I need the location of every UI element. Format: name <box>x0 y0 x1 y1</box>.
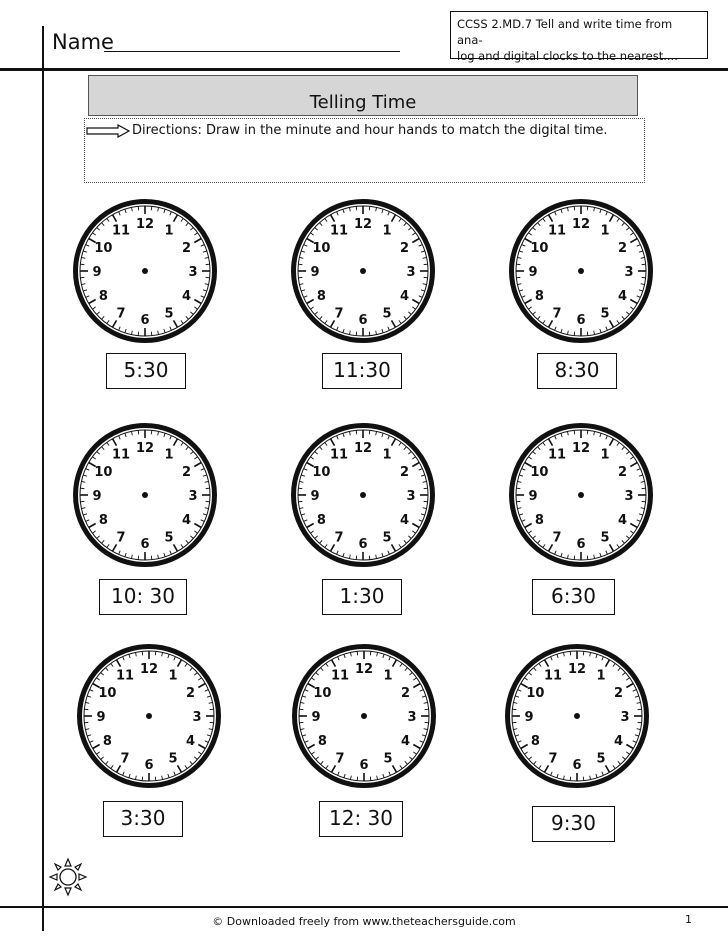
clock-numeral: 7 <box>548 751 558 767</box>
clock-numeral: 4 <box>618 289 628 304</box>
clock-numeral: 2 <box>618 241 628 256</box>
clock-numeral: 10 <box>98 686 117 701</box>
clock-numeral: 11 <box>329 447 349 463</box>
clock-numeral: 8 <box>534 513 544 528</box>
clock-numeral: 6 <box>572 758 582 773</box>
clock-face <box>71 197 219 345</box>
clock-center-dot <box>574 713 580 719</box>
clock-numeral: 6 <box>358 313 368 328</box>
clock-center-dot <box>142 492 148 498</box>
name-write-line <box>104 51 400 52</box>
digital-time-box: 6:30 <box>532 579 615 615</box>
clock-numeral: 9 <box>311 710 321 725</box>
digital-time-box: 8:30 <box>537 353 617 389</box>
clock-numeral: 9 <box>310 489 320 504</box>
clock-numeral: 6 <box>359 758 369 773</box>
clock-numeral: 2 <box>400 465 410 480</box>
clock-numeral: 6 <box>140 537 150 552</box>
clock-numeral: 9 <box>310 265 320 280</box>
header-rule <box>0 68 728 71</box>
clock-numeral: 12 <box>135 441 155 456</box>
clock-numeral: 1 <box>596 668 606 684</box>
clock-numeral: 8 <box>102 734 112 749</box>
clock-numeral: 9 <box>524 710 534 725</box>
clock-numeral: 1 <box>600 223 610 239</box>
clock-numeral: 7 <box>335 751 345 767</box>
clock-numeral: 12 <box>571 441 591 456</box>
clock-numeral: 6 <box>358 537 368 552</box>
worksheet-title-text: Telling Time <box>309 92 417 113</box>
name-label: Name <box>52 30 114 54</box>
clock-center-dot <box>361 713 367 719</box>
clock-numeral: 11 <box>547 223 567 239</box>
arrow-icon <box>86 124 130 138</box>
page-number: 1 <box>685 913 692 926</box>
clock-center-dot <box>578 268 584 274</box>
clock-numeral: 4 <box>400 513 410 528</box>
clock-numeral: 12 <box>567 662 587 677</box>
clock-numeral: 7 <box>552 306 562 322</box>
clock-numeral: 7 <box>334 306 344 322</box>
clock-numeral: 8 <box>98 289 108 304</box>
footer-rule <box>0 906 728 908</box>
clock-center-dot <box>360 268 366 274</box>
clock-numeral: 5 <box>596 751 606 767</box>
clock-face <box>290 642 438 790</box>
clock-numeral: 2 <box>618 465 628 480</box>
clock-numeral: 4 <box>618 513 628 528</box>
clock-numeral: 7 <box>116 530 126 546</box>
clock-numeral: 2 <box>182 241 192 256</box>
digital-time-box: 10: 30 <box>99 579 187 615</box>
clock-numeral: 10 <box>312 465 331 480</box>
clock-numeral: 7 <box>120 751 130 767</box>
clock-numeral: 5 <box>382 306 392 322</box>
clock-numeral: 12 <box>135 217 155 232</box>
clock-numeral: 10 <box>530 241 549 256</box>
clock-numeral: 8 <box>534 289 544 304</box>
clock-numeral: 3 <box>188 489 198 504</box>
clock-numeral: 11 <box>330 668 350 684</box>
clock-face <box>71 421 219 569</box>
clock-numeral: 1 <box>164 223 174 239</box>
clock-numeral: 9 <box>92 265 102 280</box>
digital-time-box: 1:30 <box>322 579 402 615</box>
clock-numeral: 12 <box>353 441 373 456</box>
sun-icon <box>48 857 88 897</box>
clock-numeral: 1 <box>382 447 392 463</box>
clock-numeral: 4 <box>182 513 192 528</box>
digital-time-box: 3:30 <box>103 801 183 837</box>
clock-face <box>289 421 437 569</box>
directions-text: Directions: Draw in the minute and hour hands to match the digital time. <box>132 123 608 138</box>
clock-numeral: 9 <box>96 710 106 725</box>
clock-numeral: 7 <box>552 530 562 546</box>
clock-numeral: 11 <box>111 447 131 463</box>
clock-numeral: 1 <box>600 447 610 463</box>
clock-numeral: 8 <box>316 513 326 528</box>
clock-numeral: 8 <box>98 513 108 528</box>
clock-numeral: 10 <box>312 241 331 256</box>
clock-numeral: 1 <box>168 668 178 684</box>
clock-numeral: 3 <box>406 265 416 280</box>
clock-numeral: 8 <box>530 734 540 749</box>
clock-numeral: 6 <box>576 537 586 552</box>
clock-numeral: 6 <box>576 313 586 328</box>
clock-numeral: 11 <box>543 668 563 684</box>
clock-numeral: 11 <box>115 668 135 684</box>
clock-face <box>289 197 437 345</box>
clock-numeral: 9 <box>528 265 538 280</box>
clock-numeral: 7 <box>116 306 126 322</box>
clock-numeral: 5 <box>382 530 392 546</box>
left-margin-rule <box>42 26 44 931</box>
clock-numeral: 4 <box>186 734 196 749</box>
clock-numeral: 5 <box>600 306 610 322</box>
clock-face <box>75 642 223 790</box>
clock-numeral: 11 <box>329 223 349 239</box>
clock-numeral: 5 <box>168 751 178 767</box>
clock-numeral: 6 <box>144 758 154 773</box>
digital-time-box: 9:30 <box>532 806 615 842</box>
clock-numeral: 10 <box>526 686 545 701</box>
clock-numeral: 1 <box>164 447 174 463</box>
clock-center-dot <box>578 492 584 498</box>
clock-numeral: 3 <box>624 489 634 504</box>
clock-numeral: 4 <box>401 734 411 749</box>
clock-numeral: 3 <box>407 710 417 725</box>
clock-numeral: 1 <box>383 668 393 684</box>
clock-numeral: 4 <box>614 734 624 749</box>
digital-time-box: 12: 30 <box>319 801 403 837</box>
clock-numeral: 7 <box>334 530 344 546</box>
clock-numeral: 8 <box>317 734 327 749</box>
clock-numeral: 12 <box>354 662 374 677</box>
clock-numeral: 4 <box>400 289 410 304</box>
clock-numeral: 12 <box>139 662 159 677</box>
clock-numeral: 3 <box>192 710 202 725</box>
clock-numeral: 1 <box>382 223 392 239</box>
clock-numeral: 5 <box>164 306 174 322</box>
clock-numeral: 2 <box>401 686 411 701</box>
clock-numeral: 10 <box>530 465 549 480</box>
clock-numeral: 2 <box>182 465 192 480</box>
standard-text-line-1: CCSS 2.MD.7 Tell and write time from ana- <box>457 17 673 47</box>
clock-numeral: 10 <box>313 686 332 701</box>
clock-face <box>507 197 655 345</box>
clock-numeral: 11 <box>111 223 131 239</box>
clock-numeral: 8 <box>316 289 326 304</box>
clock-numeral: 12 <box>571 217 591 232</box>
clock-numeral: 10 <box>94 465 113 480</box>
clock-numeral: 9 <box>528 489 538 504</box>
digital-time-box: 11:30 <box>322 353 402 389</box>
worksheet-title <box>88 75 638 116</box>
clock-center-dot <box>360 492 366 498</box>
clock-center-dot <box>146 713 152 719</box>
clock-numeral: 2 <box>614 686 624 701</box>
clock-face <box>503 642 651 790</box>
clock-numeral: 3 <box>620 710 630 725</box>
clock-numeral: 3 <box>624 265 634 280</box>
clock-center-dot <box>142 268 148 274</box>
clock-numeral: 9 <box>92 489 102 504</box>
standard-box <box>450 11 708 63</box>
footer-credit: © Downloaded freely from www.theteachersguide.com <box>212 915 516 928</box>
clock-face <box>507 421 655 569</box>
standard-text-line-2: log and digital clocks to the nearest.... <box>457 49 678 63</box>
digital-time-box: 5:30 <box>106 353 186 389</box>
clock-numeral: 5 <box>164 530 174 546</box>
clock-numeral: 5 <box>600 530 610 546</box>
clock-numeral: 3 <box>406 489 416 504</box>
clock-numeral: 2 <box>400 241 410 256</box>
clock-numeral: 5 <box>383 751 393 767</box>
clock-numeral: 3 <box>188 265 198 280</box>
clock-numeral: 10 <box>94 241 113 256</box>
clock-numeral: 4 <box>182 289 192 304</box>
clock-numeral: 6 <box>140 313 150 328</box>
clock-numeral: 11 <box>547 447 567 463</box>
clock-numeral: 12 <box>353 217 373 232</box>
clock-numeral: 2 <box>186 686 196 701</box>
